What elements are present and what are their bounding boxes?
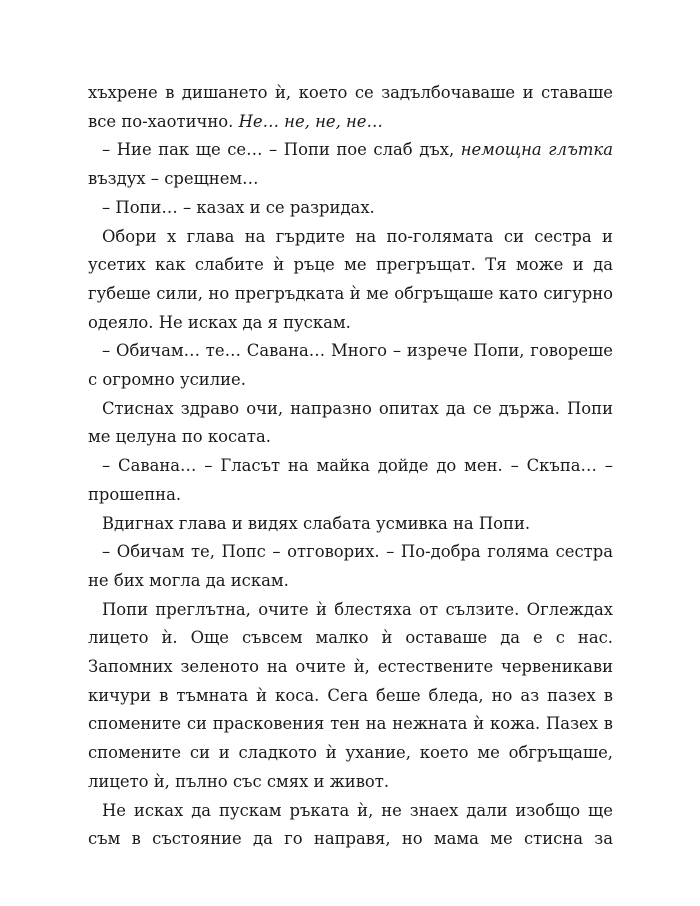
text-span: Вдигнах глава и видях слабата усмивка на Попи.: [102, 513, 531, 533]
paragraph: [88, 538, 613, 595]
text-span: – Обичам те, Попс – отговорих. – По-добра голяма сестра не бих могла да искам.: [88, 542, 613, 590]
text-span: – Попи… – казах и се разридах.: [102, 197, 375, 217]
text-span: Не исках да пускам ръката ѝ, не знаех дали изобщо ще съм в състояние да го направя, но мама ме стисна за: [88, 800, 613, 849]
page-body-text: [88, 79, 613, 854]
paragraph: [88, 510, 613, 539]
italic-text-span: Не… не, не, не…: [238, 111, 383, 131]
text-span: Стиснах здраво очи, напразно опитах да се държа. Попи ме целуна по косата.: [88, 398, 613, 447]
paragraph: [88, 337, 613, 394]
paragraph: [88, 452, 613, 509]
paragraph: [88, 797, 613, 854]
text-span: – Ние пак ще се… – Попи пое слаб дъх,: [102, 140, 461, 160]
text-span: – Обичам… те… Савана… Много – изрече Попи, говореше с огромно усилие.: [88, 341, 613, 390]
text-span: Обори х глава на гърдите на по-голямата си сестра и усетих как слабите ѝ ръце ме прегръщат. Тя може и да губеше сили, но прегръдката ѝ ме обгръщаше като сигурно одеяло. Не исках да я пускам.: [88, 226, 613, 332]
paragraph: [88, 223, 613, 338]
text-span: въздух – срещнем…: [88, 169, 259, 189]
paragraph: [88, 596, 613, 797]
paragraph: [88, 136, 613, 193]
italic-text-span: немощна глътка: [460, 140, 613, 160]
text-span: Попи преглътна, очите ѝ блестяха от сълзите. Оглеждах лицето ѝ. Още съвсем малко ѝ оставаше да е с нас. Запомних зеленото на очите ѝ, естествените червеникави кичури в тъмната ѝ коса. Сега беше бледа, но аз пазех в спомените си праскoвения тен на нежната ѝ кожа. Пазех в спомените си и сладкото ѝ ухание, което ме обгръщаше, лицето ѝ, пълно със смях и живот.: [88, 599, 613, 791]
paragraph: [88, 79, 613, 136]
text-span: хъхрене в дишането ѝ, което се задълбочаваше и ставаше все по-хаотично.: [88, 83, 613, 131]
paragraph: [88, 395, 613, 452]
text-span: – Савана… – Гласът на майка дойде до мен. – Скъпа… – прошепна.: [88, 456, 613, 504]
paragraph: [88, 194, 613, 223]
